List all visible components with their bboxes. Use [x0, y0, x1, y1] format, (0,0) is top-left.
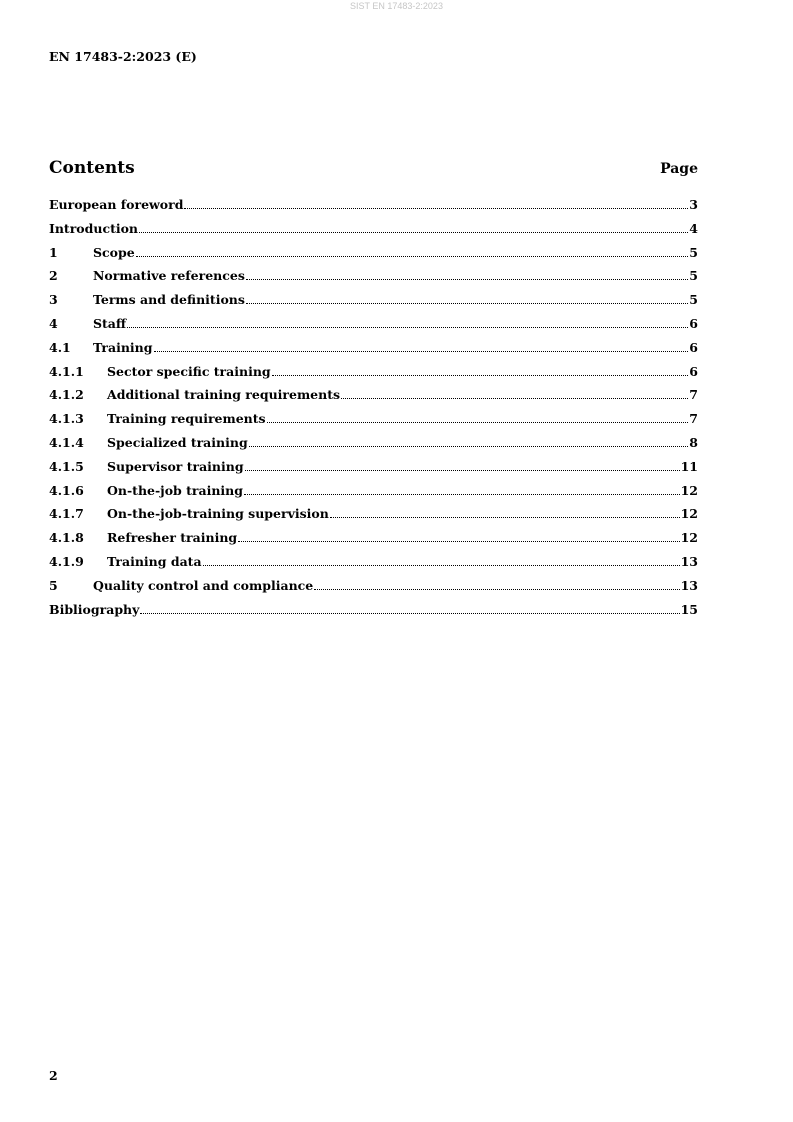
toc-entry-page: 6 [689, 363, 698, 379]
toc-entry-page: 5 [689, 268, 698, 284]
toc-entry-number: 4 [49, 315, 58, 331]
toc-entry-page: 6 [689, 315, 698, 331]
toc-entry-page: 8 [689, 434, 698, 450]
toc-dot-leader [272, 366, 689, 376]
toc-dot-leader [203, 556, 680, 566]
toc-entry-title: Refresher training [107, 530, 238, 546]
toc-entry-number: 4.1.8 [49, 530, 84, 546]
toc-entry-number: 4.1.3 [49, 411, 84, 427]
toc-entry-number: 4.1.9 [49, 553, 84, 569]
table-of-contents [49, 197, 698, 625]
toc-entry-title: Normative references [93, 268, 245, 284]
toc-entry-number: 4.1.1 [49, 363, 84, 379]
toc-dot-leader [244, 485, 680, 495]
toc-entry-number: 4.1.6 [49, 482, 84, 498]
toc-entry[interactable] [49, 554, 698, 578]
toc-entry-page: 15 [680, 601, 698, 617]
toc-entry-title: Sector specific training [107, 363, 271, 379]
toc-entry-title: Staff [93, 315, 127, 331]
toc-entry-page: 6 [689, 339, 698, 355]
contents-header [49, 158, 698, 180]
toc-entry-title: Training requirements [107, 411, 266, 427]
toc-entry[interactable] [49, 530, 698, 554]
toc-dot-leader [139, 223, 688, 233]
toc-entry-page: 5 [689, 292, 698, 308]
toc-entry[interactable] [49, 387, 698, 411]
toc-entry-title: Scope [93, 244, 135, 260]
toc-entry[interactable] [49, 197, 698, 221]
toc-entry-title: Bibliography [49, 601, 140, 617]
toc-entry[interactable] [49, 364, 698, 388]
toc-entry-page: 12 [680, 506, 698, 522]
toc-entry-number: 2 [49, 268, 58, 284]
watermark: SIST EN 17483-2:2023 [350, 1, 443, 11]
toc-dot-leader [238, 532, 679, 542]
toc-entry-number: 4.1.2 [49, 387, 84, 403]
toc-entry-number: 5 [49, 577, 58, 593]
document-id: EN 17483-2:2023 (E) [49, 49, 197, 64]
toc-entry[interactable] [49, 578, 698, 602]
toc-entry-title: Terms and definitions [93, 292, 245, 308]
toc-entry-page: 11 [680, 458, 698, 474]
toc-entry-page: 5 [689, 244, 698, 260]
toc-entry-title: On-the-job-training supervision [107, 506, 329, 522]
page-number: 2 [49, 1068, 58, 1083]
toc-dot-leader [341, 389, 688, 399]
toc-dot-leader [246, 270, 688, 280]
toc-entry-number: 4.1.4 [49, 434, 84, 450]
toc-entry[interactable] [49, 340, 698, 364]
toc-entry[interactable] [49, 506, 698, 530]
toc-dot-leader [127, 318, 688, 328]
toc-entry[interactable] [49, 292, 698, 316]
toc-dot-leader [245, 461, 680, 471]
toc-entry-number: 4.1.7 [49, 506, 84, 522]
toc-entry-page: 7 [689, 411, 698, 427]
toc-entry-title: Training data [107, 553, 202, 569]
page-column-label: Page [660, 161, 698, 177]
toc-entry[interactable] [49, 316, 698, 340]
toc-entry[interactable] [49, 245, 698, 269]
toc-entry-page: 7 [689, 387, 698, 403]
toc-dot-leader [154, 342, 689, 352]
toc-dot-leader [246, 294, 688, 304]
contents-title: Contents [49, 158, 135, 178]
toc-entry-page: 12 [680, 482, 698, 498]
toc-entry-title: Quality control and compliance [93, 577, 314, 593]
toc-entry-page: 13 [680, 553, 698, 569]
toc-entry-number: 4.1.5 [49, 458, 84, 474]
toc-entry[interactable] [49, 221, 698, 245]
toc-entry[interactable] [49, 411, 698, 435]
toc-entry-title: Specialized training [107, 434, 248, 450]
toc-dot-leader [249, 437, 689, 447]
toc-entry[interactable] [49, 602, 698, 626]
toc-entry[interactable] [49, 483, 698, 507]
toc-entry-number: 3 [49, 292, 58, 308]
toc-entry-page: 13 [680, 577, 698, 593]
toc-entry-title: On-the-job training [107, 482, 243, 498]
toc-entry[interactable] [49, 459, 698, 483]
toc-dot-leader [140, 604, 679, 614]
toc-dot-leader [314, 580, 679, 590]
toc-dot-leader [184, 199, 688, 209]
toc-entry-page: 4 [689, 220, 698, 236]
toc-entry-page: 3 [689, 197, 698, 212]
toc-dot-leader [330, 508, 680, 518]
toc-entry[interactable] [49, 435, 698, 459]
toc-entry[interactable] [49, 268, 698, 292]
toc-entry-title: European foreword [49, 197, 184, 212]
toc-entry-number: 1 [49, 244, 58, 260]
toc-entry-number: 4.1 [49, 339, 71, 355]
toc-entry-title: Training [93, 339, 153, 355]
toc-entry-page: 12 [680, 530, 698, 546]
toc-entry-title: Supervisor training [107, 458, 244, 474]
toc-entry-title: Introduction [49, 220, 139, 236]
toc-entry-title: Additional training requirements [107, 387, 341, 403]
toc-dot-leader [136, 247, 689, 257]
toc-dot-leader [267, 413, 689, 423]
